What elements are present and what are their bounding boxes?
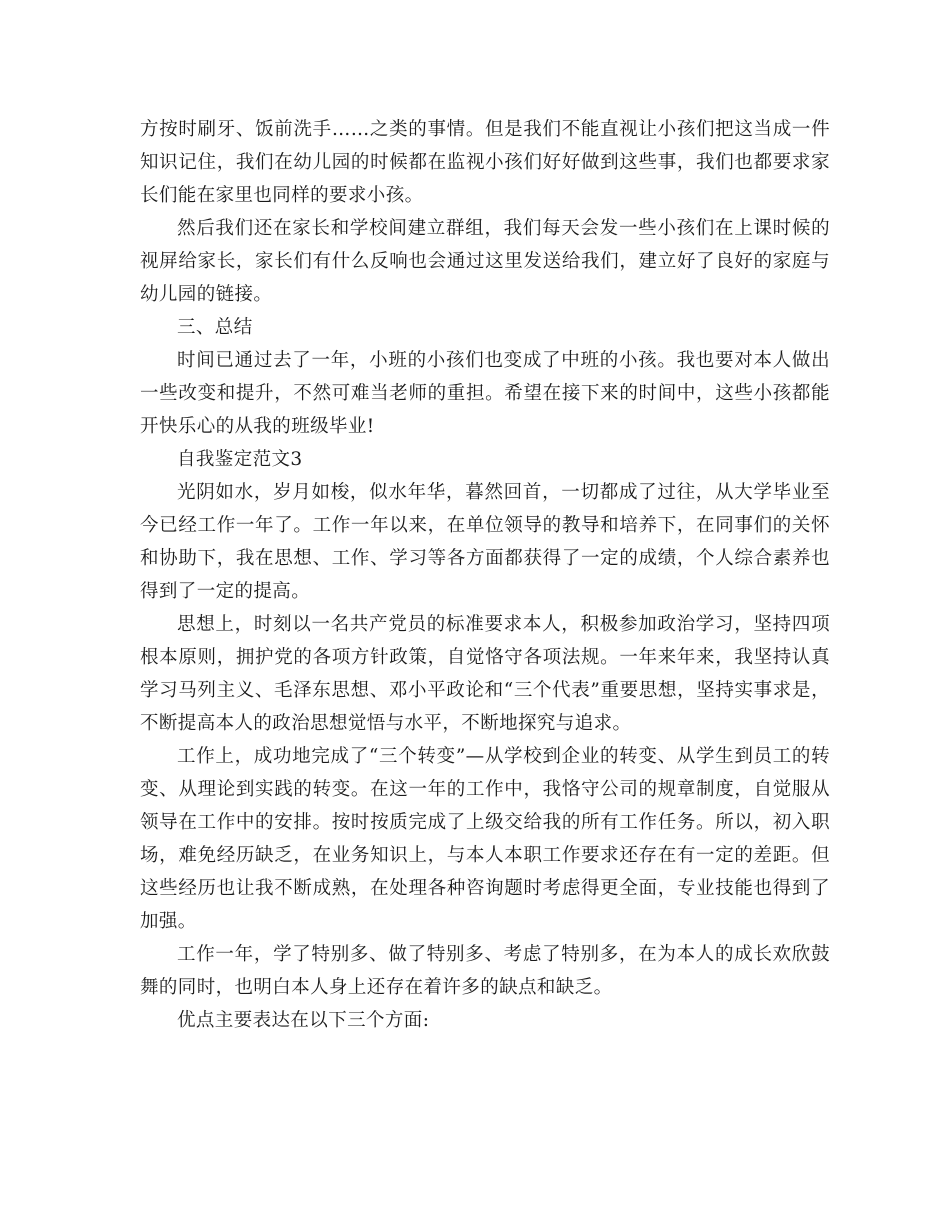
document-body — [140, 113, 830, 1037]
sample-heading: 自我鉴定范文3 — [177, 449, 303, 470]
section-heading-summary: 三、总结 — [177, 317, 253, 338]
paragraph-8: 优点主要表达在以下三个方面: — [177, 1010, 430, 1031]
paragraph-3: 时间已通过去了一年，小班的小孩们也变成了中班的小孩。我也要对本人做出一些改变和提升，不然可难当老师的重担。希望在接下来的时间中，这些小孩都能开快乐心的从我的班级毕业! — [140, 350, 830, 437]
paragraph-2: 然后我们还在家长和学校间建立群组，我们每天会发一些小孩们在上课时候的视屏给家长，家长们有什么反响也会通过这里发送给我们，建立好了良好的家庭与幼儿园的链接。 — [140, 218, 830, 305]
paragraph-5: 思想上，时刻以一名共产党员的标准要求本人，积极参加政治学习，坚持四项根本原则，拥护党的各项方针政策，自觉恪守各项法规。一年来年来，我坚持认真学习马列主义、毛泽东思想、邓小平政论和“三个代表”重要思想，坚持实事求是，不断提高本人的政治思想觉悟与水平，不断地探究与追求。 — [140, 614, 830, 734]
paragraph-1: 方按时刷牙、饭前洗手……之类的事情。但是我们不能直视让小孩们把这当成一件知识记住，我们在幼儿园的时候都在监视小孩们好好做到这些事，我们也都要求家长们能在家里也同样的要求小孩。 — [140, 119, 830, 206]
paragraph-7: 工作一年，学了特别多、做了特别多、考虑了特别多，在为本人的成长欢欣鼓舞的同时，也明白本人身上还存在着许多的缺点和缺乏。 — [140, 944, 830, 998]
paragraph-4: 光阴如水，岁月如梭，似水年华，暮然回首，一切都成了过往，从大学毕业至今已经工作一年了。工作一年以来，在单位领导的教导和培养下，在同事们的关怀和协助下，我在思想、工作、学习等各方面都获得了一定的成绩，个人综合素养也得到了一定的提高。 — [140, 482, 830, 602]
paragraph-6: 工作上，成功地完成了“三个转变”—从学校到企业的转变、从学生到员工的转变、从理论到实践的转变。在这一年的工作中，我恪守公司的规章制度，自觉服从领导在工作中的安排。按时按质完成了上级交给我的所有工作任务。所以，初入职场，难免经历缺乏，在业务知识上，与本人本职工作要求还存在有一定的差距。但这些经历也让我不断成熟，在处理各种咨询题时考虑得更全面，专业技能也得到了加强。 — [140, 746, 830, 932]
